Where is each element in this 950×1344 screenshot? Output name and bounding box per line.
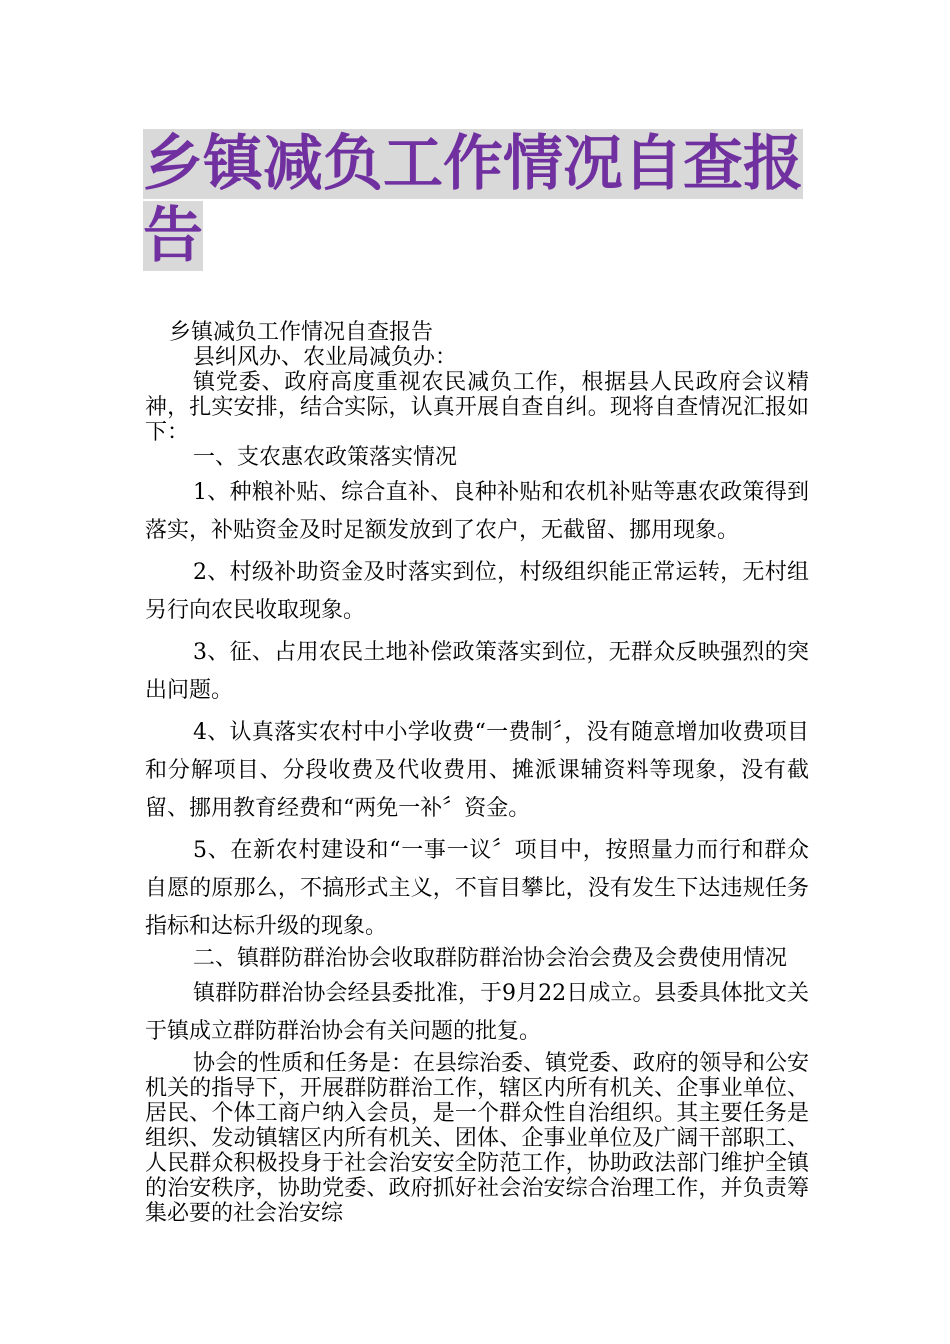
paragraph-item-2: 2、村级补助资金及时落实到位，村级组织能正常运转，无村组另行向农民收取现象。 bbox=[145, 560, 809, 623]
document-body bbox=[145, 320, 809, 1226]
document-title: 乡镇减负工作情况自查报告 bbox=[143, 129, 803, 271]
paragraph-opening: 镇党委、政府高度重视农民减负工作，根据县人民政府会议精神，扎实安排，结合实际，认真开展自查自纠。现将自查情况汇报如下： bbox=[145, 370, 809, 445]
paragraph-item-3: 3、征、占用农民土地补偿政策落实到位，无群众反映强烈的突出问题。 bbox=[145, 640, 809, 703]
paragraph-association-nature: 协会的性质和任务是：在县综治委、镇党委、政府的领导和公安机关的指导下，开展群防群治工作，辖区内所有机关、企事业单位、居民、个体工商户纳入会员，是一个群众性自治组织。其主要任务是组织、发动镇辖区内所有机关、团体、企事业单位及广阔干部职工、人民群众积极投身于社会治安安全防范工作，协助政法部门维护全镇的治安秩序，协助党委、政府抓好社会治安综合治理工作，并负责筹集必要的社会治安综 bbox=[145, 1051, 810, 1226]
section-heading-1: 一、支农惠农政策落实情况 bbox=[193, 445, 458, 470]
paragraph-item-1: 1、种粮补贴、综合直补、良种补贴和农机补贴等惠农政策得到落实，补贴资金及时足额发放到了农户，无截留、挪用现象。 bbox=[145, 480, 809, 543]
intro-title-line: 乡镇减负工作情况自查报告 bbox=[169, 320, 434, 345]
addressee-line: 县纠风办、农业局减负办： bbox=[193, 345, 458, 370]
paragraph-item-5: 5、在新农村建设和“一事一议〞项目中，按照量力而行和群众自愿的原那么，不搞形式主义，不盲目攀比，没有发生下达违规任务指标和达标升级的现象。 bbox=[145, 838, 809, 939]
paragraph-association-founding: 镇群防群治协会经县委批准，于9月22日成立。县委具体批文关于镇成立群防群治协会有关问题的批复。 bbox=[145, 981, 809, 1044]
paragraph-item-4: 4、认真落实农村中小学收费“一费制〞，没有随意增加收费项目和分解项目、分段收费及代收费用、摊派课辅资料等现象，没有截留、挪用教育经费和“两免一补〞资金。 bbox=[145, 720, 809, 821]
section-heading-2: 二、镇群防群治协会收取群防群治协会治会费及会费使用情况 bbox=[193, 946, 788, 971]
